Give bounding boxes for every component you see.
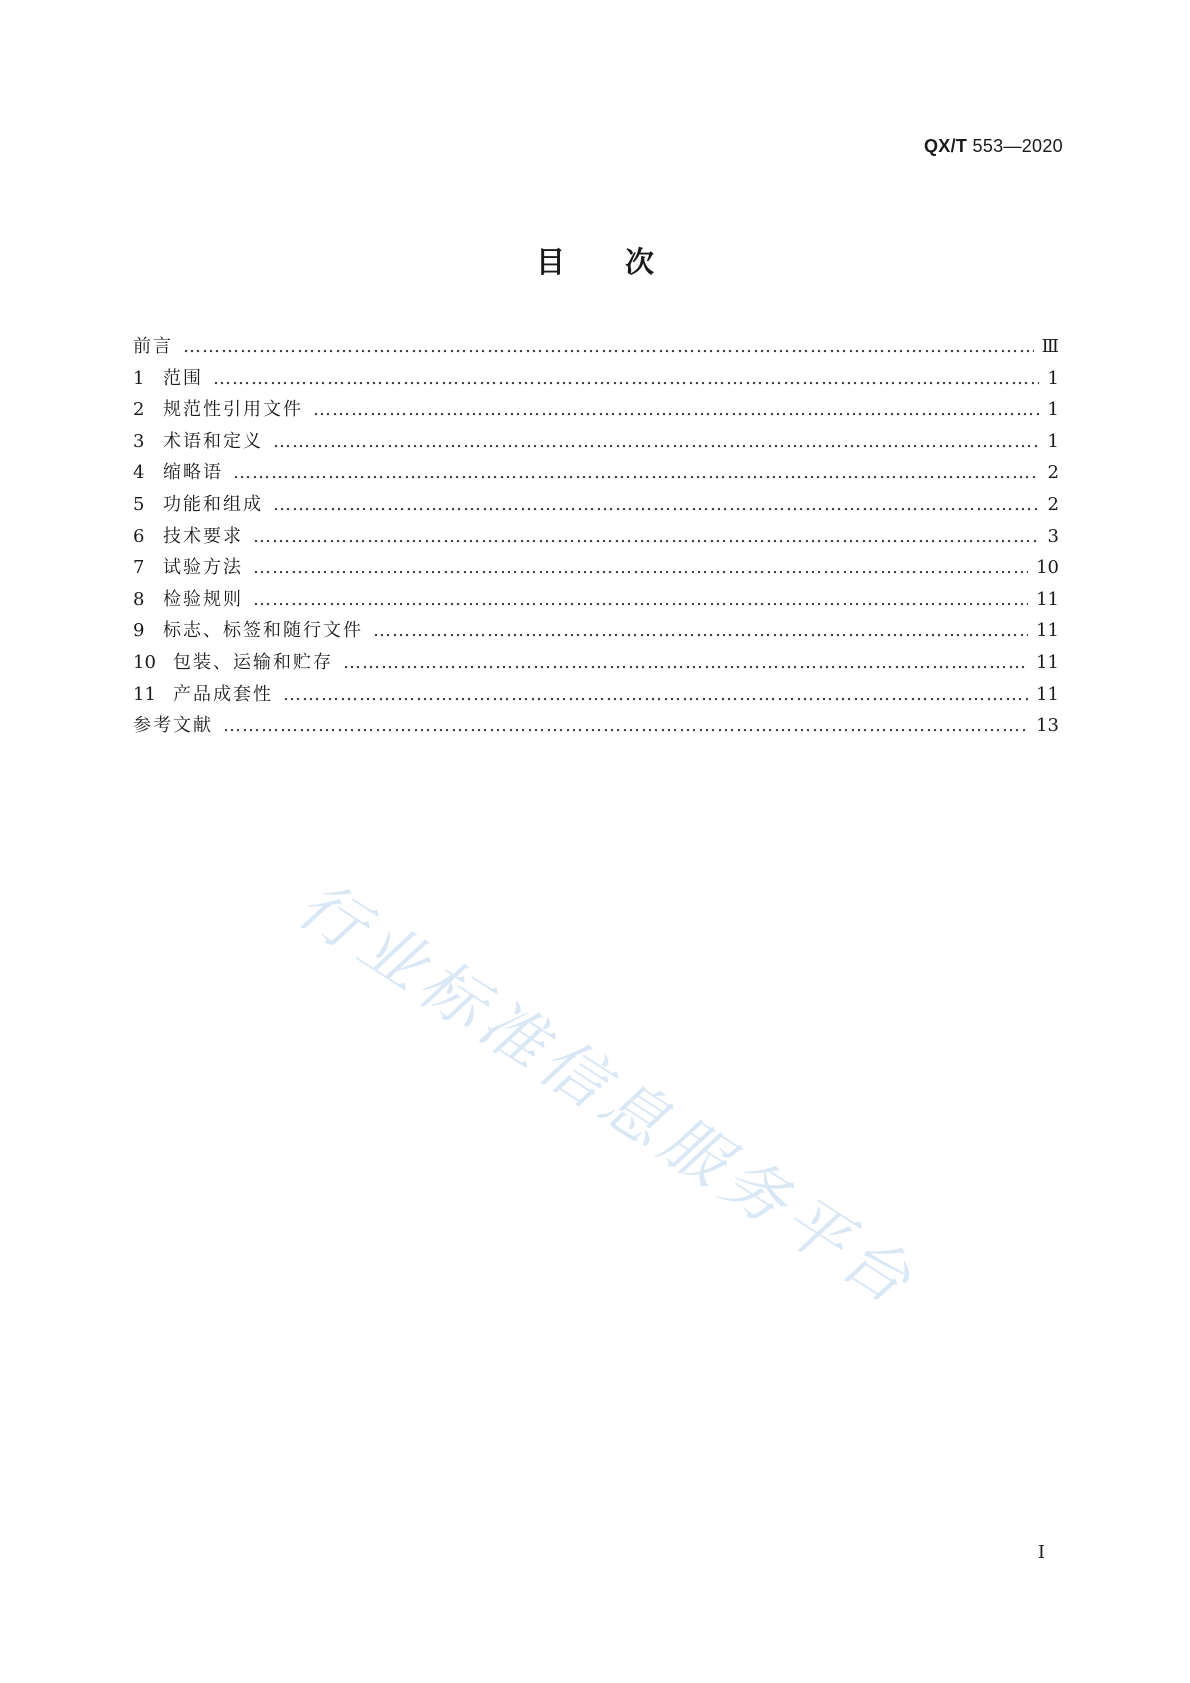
watermark: 行业标准信息服务平台	[284, 867, 929, 1323]
toc-entry-label: 检验规则	[163, 588, 243, 610]
toc-entry-number: 4	[133, 462, 145, 484]
toc-entry-label: 功能和组成	[163, 493, 263, 515]
toc-entry-page: 1	[1047, 367, 1059, 389]
toc-entry[interactable]	[133, 458, 1059, 490]
toc-entry[interactable]	[133, 616, 1059, 648]
toc-entry-page: 10	[1036, 557, 1059, 579]
toc-entry-label: 产品成套性	[173, 683, 273, 705]
toc-entry[interactable]	[133, 427, 1059, 459]
toc-entry-label: 前言	[133, 336, 173, 357]
toc-entry[interactable]	[133, 585, 1059, 617]
toc-entry-label: 缩略语	[163, 462, 223, 484]
toc-entry-label: 技术要求	[163, 525, 243, 547]
toc-entry[interactable]	[133, 553, 1059, 585]
toc-dot-leader	[233, 462, 1039, 483]
toc-entry-page: 1	[1047, 430, 1059, 452]
toc-entry-label: 术语和定义	[163, 430, 263, 452]
toc-entry-page: 11	[1036, 588, 1059, 610]
toc-entry-label: 标志、标签和随行文件	[163, 620, 363, 642]
toc-entry-label: 试验方法	[163, 557, 243, 579]
toc-entry-number: 6	[133, 525, 145, 547]
toc-dot-leader	[283, 684, 1028, 705]
toc-entry-number: 9	[133, 620, 145, 642]
toc-entry[interactable]	[133, 395, 1059, 427]
page-number: I	[1037, 1542, 1045, 1563]
toc-entry[interactable]	[133, 522, 1059, 554]
toc-entry-page: 2	[1047, 493, 1059, 515]
toc-entry[interactable]	[133, 648, 1059, 680]
toc-entry-page: 2	[1047, 462, 1059, 484]
standard-code-prefix: QX/T	[924, 136, 968, 156]
table-of-contents	[133, 332, 1059, 743]
toc-entry-page: 3	[1047, 525, 1059, 547]
toc-entry-page: 11	[1036, 683, 1059, 705]
standard-code	[924, 136, 1063, 157]
toc-entry-page: Ⅲ	[1041, 336, 1059, 357]
toc-entry-number: 1	[133, 367, 145, 389]
toc-entry-number: 2	[133, 399, 145, 421]
toc-entry[interactable]	[133, 490, 1059, 522]
toc-dot-leader	[273, 494, 1039, 515]
toc-dot-leader	[313, 399, 1039, 420]
toc-dot-leader	[253, 557, 1028, 578]
toc-entry[interactable]	[133, 680, 1059, 712]
toc-dot-leader	[273, 431, 1039, 452]
standard-code-number: 553—2020	[972, 136, 1063, 156]
toc-entry-number: 7	[133, 557, 145, 579]
toc-dot-leader	[213, 368, 1039, 389]
toc-entry-label: 规范性引用文件	[163, 399, 303, 421]
toc-entry-page: 13	[1036, 715, 1059, 737]
toc-entry-number: 3	[133, 430, 145, 452]
toc-dot-leader	[183, 336, 1034, 357]
toc-entry[interactable]	[133, 364, 1059, 396]
toc-entry[interactable]	[133, 711, 1059, 743]
toc-entry-label: 范围	[163, 367, 203, 389]
toc-entry[interactable]	[133, 332, 1059, 364]
page-title: 目次	[535, 245, 714, 279]
toc-entry-number: 11	[133, 683, 156, 705]
toc-entry-label: 参考文献	[133, 715, 213, 737]
toc-entry-number: 5	[133, 493, 145, 515]
toc-dot-leader	[253, 589, 1028, 610]
toc-entry-page: 1	[1047, 399, 1059, 421]
toc-entry-page: 11	[1036, 620, 1059, 642]
toc-entry-page: 11	[1036, 651, 1059, 673]
toc-dot-leader	[253, 526, 1039, 547]
toc-entry-number: 10	[133, 651, 156, 673]
toc-entry-number: 8	[133, 588, 145, 610]
toc-dot-leader	[223, 715, 1028, 736]
toc-dot-leader	[373, 620, 1028, 641]
toc-dot-leader	[343, 652, 1028, 673]
toc-entry-label: 包装、运输和贮存	[173, 651, 333, 673]
